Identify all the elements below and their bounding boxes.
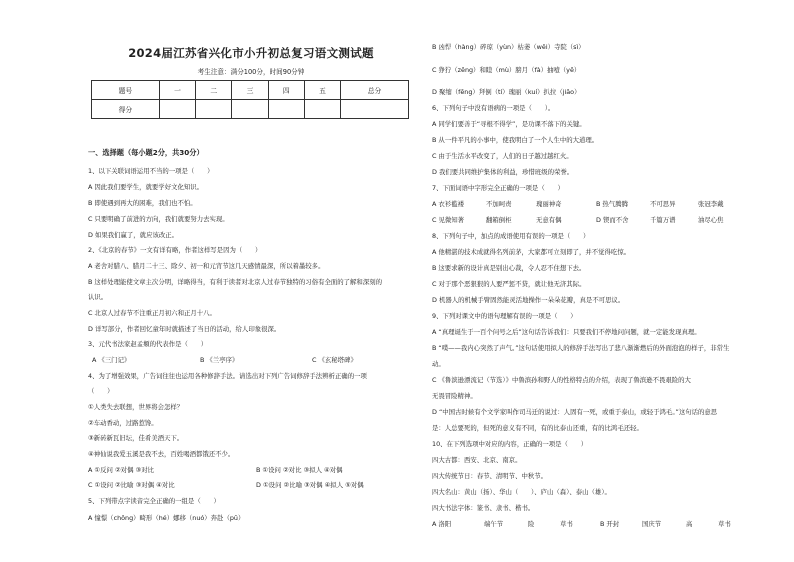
option: 翻箱倒柜	[486, 216, 512, 224]
score-cell	[159, 100, 195, 119]
question-line: B 这要求新的设计真是别出心裁，令人忍不住想下去。	[432, 264, 586, 272]
option: 无意有偶	[536, 216, 562, 224]
question-line: 10、在下列选项中对应的内容，正确的一项是（ ）	[432, 440, 588, 448]
score-cell	[341, 100, 409, 119]
option: A 洛阳	[432, 520, 452, 528]
score-cell: 总分	[341, 81, 409, 100]
question-line: 6、下列句子中没有语病的一项是（ ）。	[432, 104, 555, 112]
question-line: 四大名山：黄山（扬）、华山（ ）、庐山（森）、泰山（雄）。	[432, 488, 611, 496]
question-line: D “中国古时候有个文学家叫作司马迁的说过：人固有一死，或重于泰山，或轻于鸿毛。”这句话的意思	[432, 408, 718, 416]
question-line: 四大传统节日：春节、清明节、中秋节。	[432, 472, 548, 480]
option: C 见微知著	[432, 216, 465, 224]
question-line: C 只要明确了前进的方向，我们就要努力去实现。	[88, 215, 229, 223]
score-table-header-row	[92, 81, 409, 100]
option: D ①设问 ②比喻 ③对偶 ④拟人 ⑤对偶	[256, 481, 364, 489]
question-line: B 从一件平凡的小事中，使我明白了一个人生中的大道理。	[432, 136, 599, 144]
option: D 锲而不舍	[596, 216, 629, 224]
option: 草书	[560, 520, 573, 528]
question-line: A “真理诞生于一百个问号之后”这句话告诉我们：只要我们不停地问问题，就一定能发现真理。	[432, 328, 701, 336]
question-line: D 我们要共同维护集体的利益，珍惜班级的荣誉。	[432, 168, 574, 176]
question-line: C 由于生活水平改变了，人们的日子越过越红火。	[432, 152, 573, 160]
question-line: B 凶悍（hàng）碎琼（yùn）枯萎（wěi）寺院（sì）	[432, 43, 585, 51]
option: B ①设问 ②对比 ③拟人 ④对偶	[256, 466, 343, 474]
question-line: 9、下列对课文中的语句理解有误的一项是（ ）	[432, 312, 577, 320]
question-line: 7、下面词语中字形完全正确的一项是（ ）	[432, 184, 564, 192]
option: 国庆节	[642, 520, 662, 528]
option: 油尽心焦	[698, 216, 724, 224]
question-line: 四大书法字体：篆书、隶书、楷书。	[432, 504, 535, 512]
question-line: ④神仙说我爱玉溪是我不去，百姓喝酒都饿还不少。	[88, 450, 235, 458]
question-line: D 机器人的机械手臂固然能灵活地操作一朵朵花瓣，真是不可思议。	[432, 296, 625, 304]
option: 千篇万谱	[650, 216, 676, 224]
question-line: A 他精湛的技术成就得名列前茅，大家都可立刻即了，并不觉得吃惊。	[432, 248, 631, 256]
question-line: 动。	[432, 360, 445, 368]
page-title: 2024届江苏省兴化市小升初总复习语文测试题	[128, 46, 374, 60]
question-line: ①人类失去联想，世界将会怎样？	[88, 403, 184, 411]
question-line: 是：人总要死的，但死的意义有不同，有的比泰山还重，有的比鸿毛还轻。	[432, 424, 643, 432]
score-cell	[268, 100, 304, 119]
score-cell: 三	[232, 81, 268, 100]
question-line: C 狰狞（zēng）和睦（mù）膀月（fà）抽噎（yē）	[432, 66, 581, 74]
score-cell: 二	[196, 81, 232, 100]
question-line: B 即使遇到再大的困难，我们也不怕。	[88, 199, 197, 207]
question-line: C 《鲁滨逊漂流记（节选）》中鲁滨孙和野人的性格特点的介绍，表现了鲁滨逊不畏艰险的大	[432, 376, 691, 384]
option: 端午节	[484, 520, 504, 528]
question-line: 四大古都：西安、北京、南京。	[432, 456, 522, 464]
question-line: B “噗——我内心突然了声气。”这句话使用拟人的修辞手法写出了悲八渐渐燃后的外面泡泡的样子，非常生	[432, 344, 730, 352]
exam-notice: 考生注意：满分100分，时间90分钟	[197, 68, 305, 76]
option: A 《三门记》	[92, 356, 131, 364]
score-cell: 题号	[92, 81, 160, 100]
score-cell: 五	[304, 81, 340, 100]
question-line: A 憧憬（chōng）畸形（hé）娜移（nuó）奔赴（pū）	[88, 514, 245, 522]
option: 瑰丽神奇	[536, 200, 562, 208]
option: B 热气腾腾	[596, 200, 628, 208]
option: 不可思异	[650, 200, 676, 208]
question-line: ②车动香动，过路惹馋。	[88, 419, 158, 427]
option: A ①反问 ②对偶 ③对比	[88, 466, 154, 474]
option: B 开封	[600, 520, 620, 528]
question-line: B 这样处理能使文章主次分明，详略得当，有利于读者对北京人过春节独特的习俗有全面的了解和深刻的	[88, 278, 382, 286]
question-line: 认识。	[88, 293, 108, 301]
option: 高	[686, 520, 693, 528]
section-heading: 一、选择题（每小题2分，共30分）	[88, 148, 204, 157]
question-line: （ ）	[88, 387, 114, 395]
score-cell	[232, 100, 268, 119]
question-line: ③新砖新瓦旧坛，佳肴美酒天下。	[88, 434, 184, 442]
option: C 《玄秘塔碑》	[312, 356, 357, 364]
question-line: 2、《北京的春节》一文有详有略，作者这样写是因为（ ）	[88, 246, 262, 254]
question-line: A 同学们要善于“寻根不得学”，是功课不落下的关键。	[432, 120, 586, 128]
question-line: 4、为了增强效果，广告词往往也运用各种修辞手法。请选出对下列广告词修辞手法辨析正确的一项	[88, 372, 367, 380]
option: 不加呵责	[486, 200, 512, 208]
score-cell	[304, 100, 340, 119]
question-line: 8、下列句子中，加点的成语使用有误的一项是（ ）	[432, 232, 590, 240]
question-line: 无畏冒险精神。	[432, 392, 477, 400]
question-line: 5、下列带点字读音完全正确的一组是（ ）	[88, 497, 220, 505]
score-table	[91, 80, 409, 119]
score-table-score-row	[92, 100, 409, 119]
question-line: 1、以下关联词语运用不当的一项是（ ）	[88, 167, 214, 175]
question-line: D 如果我们赢了，就应该改正。	[88, 231, 179, 239]
question-line: C 对于那个恶狠狠的人要严惩不贷，就让他无济其际。	[432, 280, 586, 288]
score-cell: 一	[159, 81, 195, 100]
question-line: 3、元代书法家赵孟頫的代表作是（ ）	[88, 340, 208, 348]
score-cell: 四	[268, 81, 304, 100]
option: 张冠李戴	[698, 200, 724, 208]
question-line: C 北京人过春节不注重正月初六和正月十八。	[88, 309, 216, 317]
option: B 《兰亭序》	[200, 356, 239, 364]
score-cell: 得分	[92, 100, 160, 119]
option: C ①设问 ②比喻 ③对偶 ④对比	[88, 481, 175, 489]
option: A 衣衫褴褛	[432, 200, 464, 208]
question-line: D 详写部分，作者回忆童年时就描述了当日的活动，给人印象很深。	[88, 325, 281, 333]
option: 险	[528, 520, 535, 528]
question-line: A 老舍对腊八、腊月二十三、除夕、初一和元宵节这几天感情最深，所以着墨较多。	[88, 262, 325, 270]
question-line: A 因此我们要学生，就要学好文化知识。	[88, 183, 204, 191]
option: 草书	[718, 520, 731, 528]
score-cell	[196, 100, 232, 119]
question-line: D 聚缩（fēng）拜倒（tí）瑰丽（kuí）扒拉（jiāo）	[432, 88, 581, 96]
